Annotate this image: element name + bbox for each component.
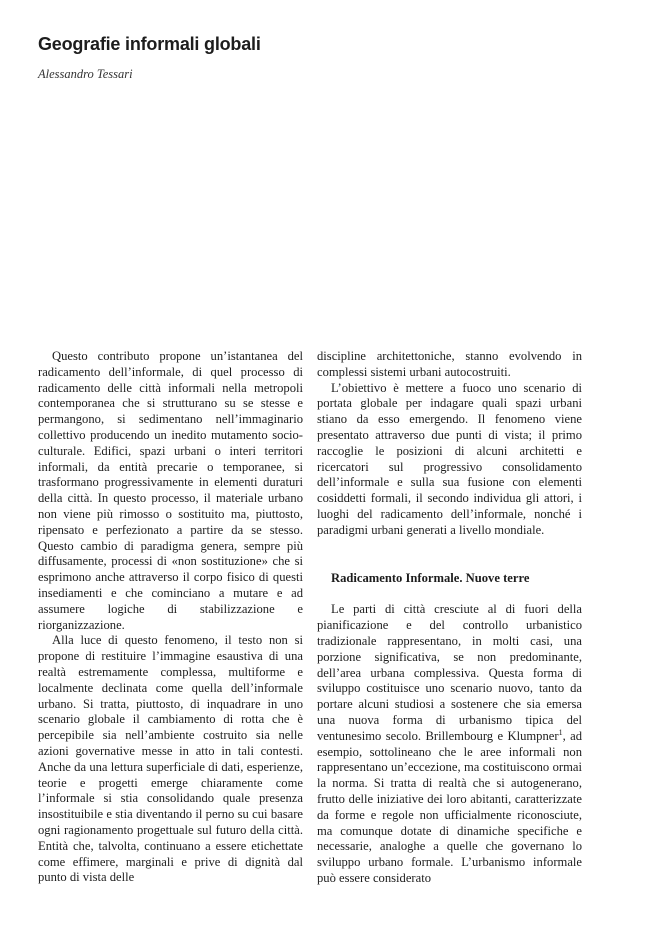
paragraph-text: Le parti di città cresciute al di fuori della pianificazione e del controllo urbanistico tradizionale rappresentano, in molti casi, una porzione significativa, se non predominante, dell’area urbana complessiva. Questa forma di sviluppo costituisce uno scenario nuovo, tanto da portare alcuni studiosi a sostenere che sia emersa una nuova forma di urbanismo tipica del ventunesimo secolo. Brillembourg e Klumpner [317,602,582,743]
paragraph: Questo contributo propone un’istantanea del radicamento dell’informale, di quel processo di radicamento delle città informali nella metropoli contemporanea che si strutturano su se stesse e permangono, si sedimentano nell’immaginario collettivo producendo un inedito mutamento socio-culturale. Edifici, spazi urbani o interi territori informali, da entità precarie o temporanee, si trasformano progressivamente in elementi duraturi della città. In questo processo, il materiale urbano non viene più rimosso o sostituito ma, piuttosto, ripensato e perfezionato a partire da se stesso. Questo cambio di paradigma genera, sempre più diffusamente, processi di «non sostituzione» che si esprimono anche attraverso il corpo fisico di questi insediamenti e che cominciano a mutare e ad assumere logiche di stabilizzazione e riorganizzazione. [38,349,303,632]
paragraph: Alla luce di questo fenomeno, il testo non si propone di restituire l’immagine esaustiva di una realtà estremamente complessa, multiforme e localmente declinata come quella dell’informale urbano. Si tratta, piuttosto, di inquadrare in uno scenario globale il cambiamento di rotta che è percepibile sia nell’ambiente costruito sia nelle azioni governative messe in atto in tali contesti. Anche da una lettura superficiale di dati, esperienze, teorie e progetti emerge chiaramente come l’informale si stia consolidando quale presenza insostituibile e stia diventando il perno su cui basare ogni ragionamento progettuale sul futuro della città. Entità che, talvolta, continuano a essere etichettate come effimere, marginali e prive di dignità dal punto di vista delle [38,633,303,885]
left-text-column [38,349,303,886]
paragraph: discipline architettoniche, stanno evolvendo in complessi sistemi urbani autocostruiti. [317,349,582,379]
footnote-marker[interactable]: 1 [558,727,563,737]
article-title: Geografie informali globali [38,34,261,54]
right-text-column [317,349,582,887]
paragraph: L’obiettivo è mettere a fuoco uno scenario di portata globale per indagare quali spazi urbani stiano da esso emergendo. Il fenomeno viene presentato attraverso due punti di vista; il primo raccoglie le posizioni di alcuni architetti e ricercatori sul progressivo consolidamento dell’informale e sulla sua fusione con elementi cosiddetti formali, il secondo individua gli attori, i luoghi del radicamento dell’informale, nonché i paradigmi urbani generati a livello mondiale. [317,380,582,537]
paragraph [317,602,582,886]
article-author: Alessandro Tessari [38,67,133,81]
section-heading: Radicamento Informale. Nuove terre [331,570,530,585]
paragraph-text: , ad esempio, sottolineano che le aree informali non rappresentano un’eccezione, ma costituiscono ormai la norma. Si tratta di realtà che si autogenerano, frutto delle iniziative dei loro abitanti, caratterizzate da forme e regole non ufficialmente riconosciute, ma comunque dotate di dinamiche specifiche e necessarie, analoghe a quelle che governano lo sviluppo urbano formale. L’urbanismo informale può essere considerato [317,728,582,885]
